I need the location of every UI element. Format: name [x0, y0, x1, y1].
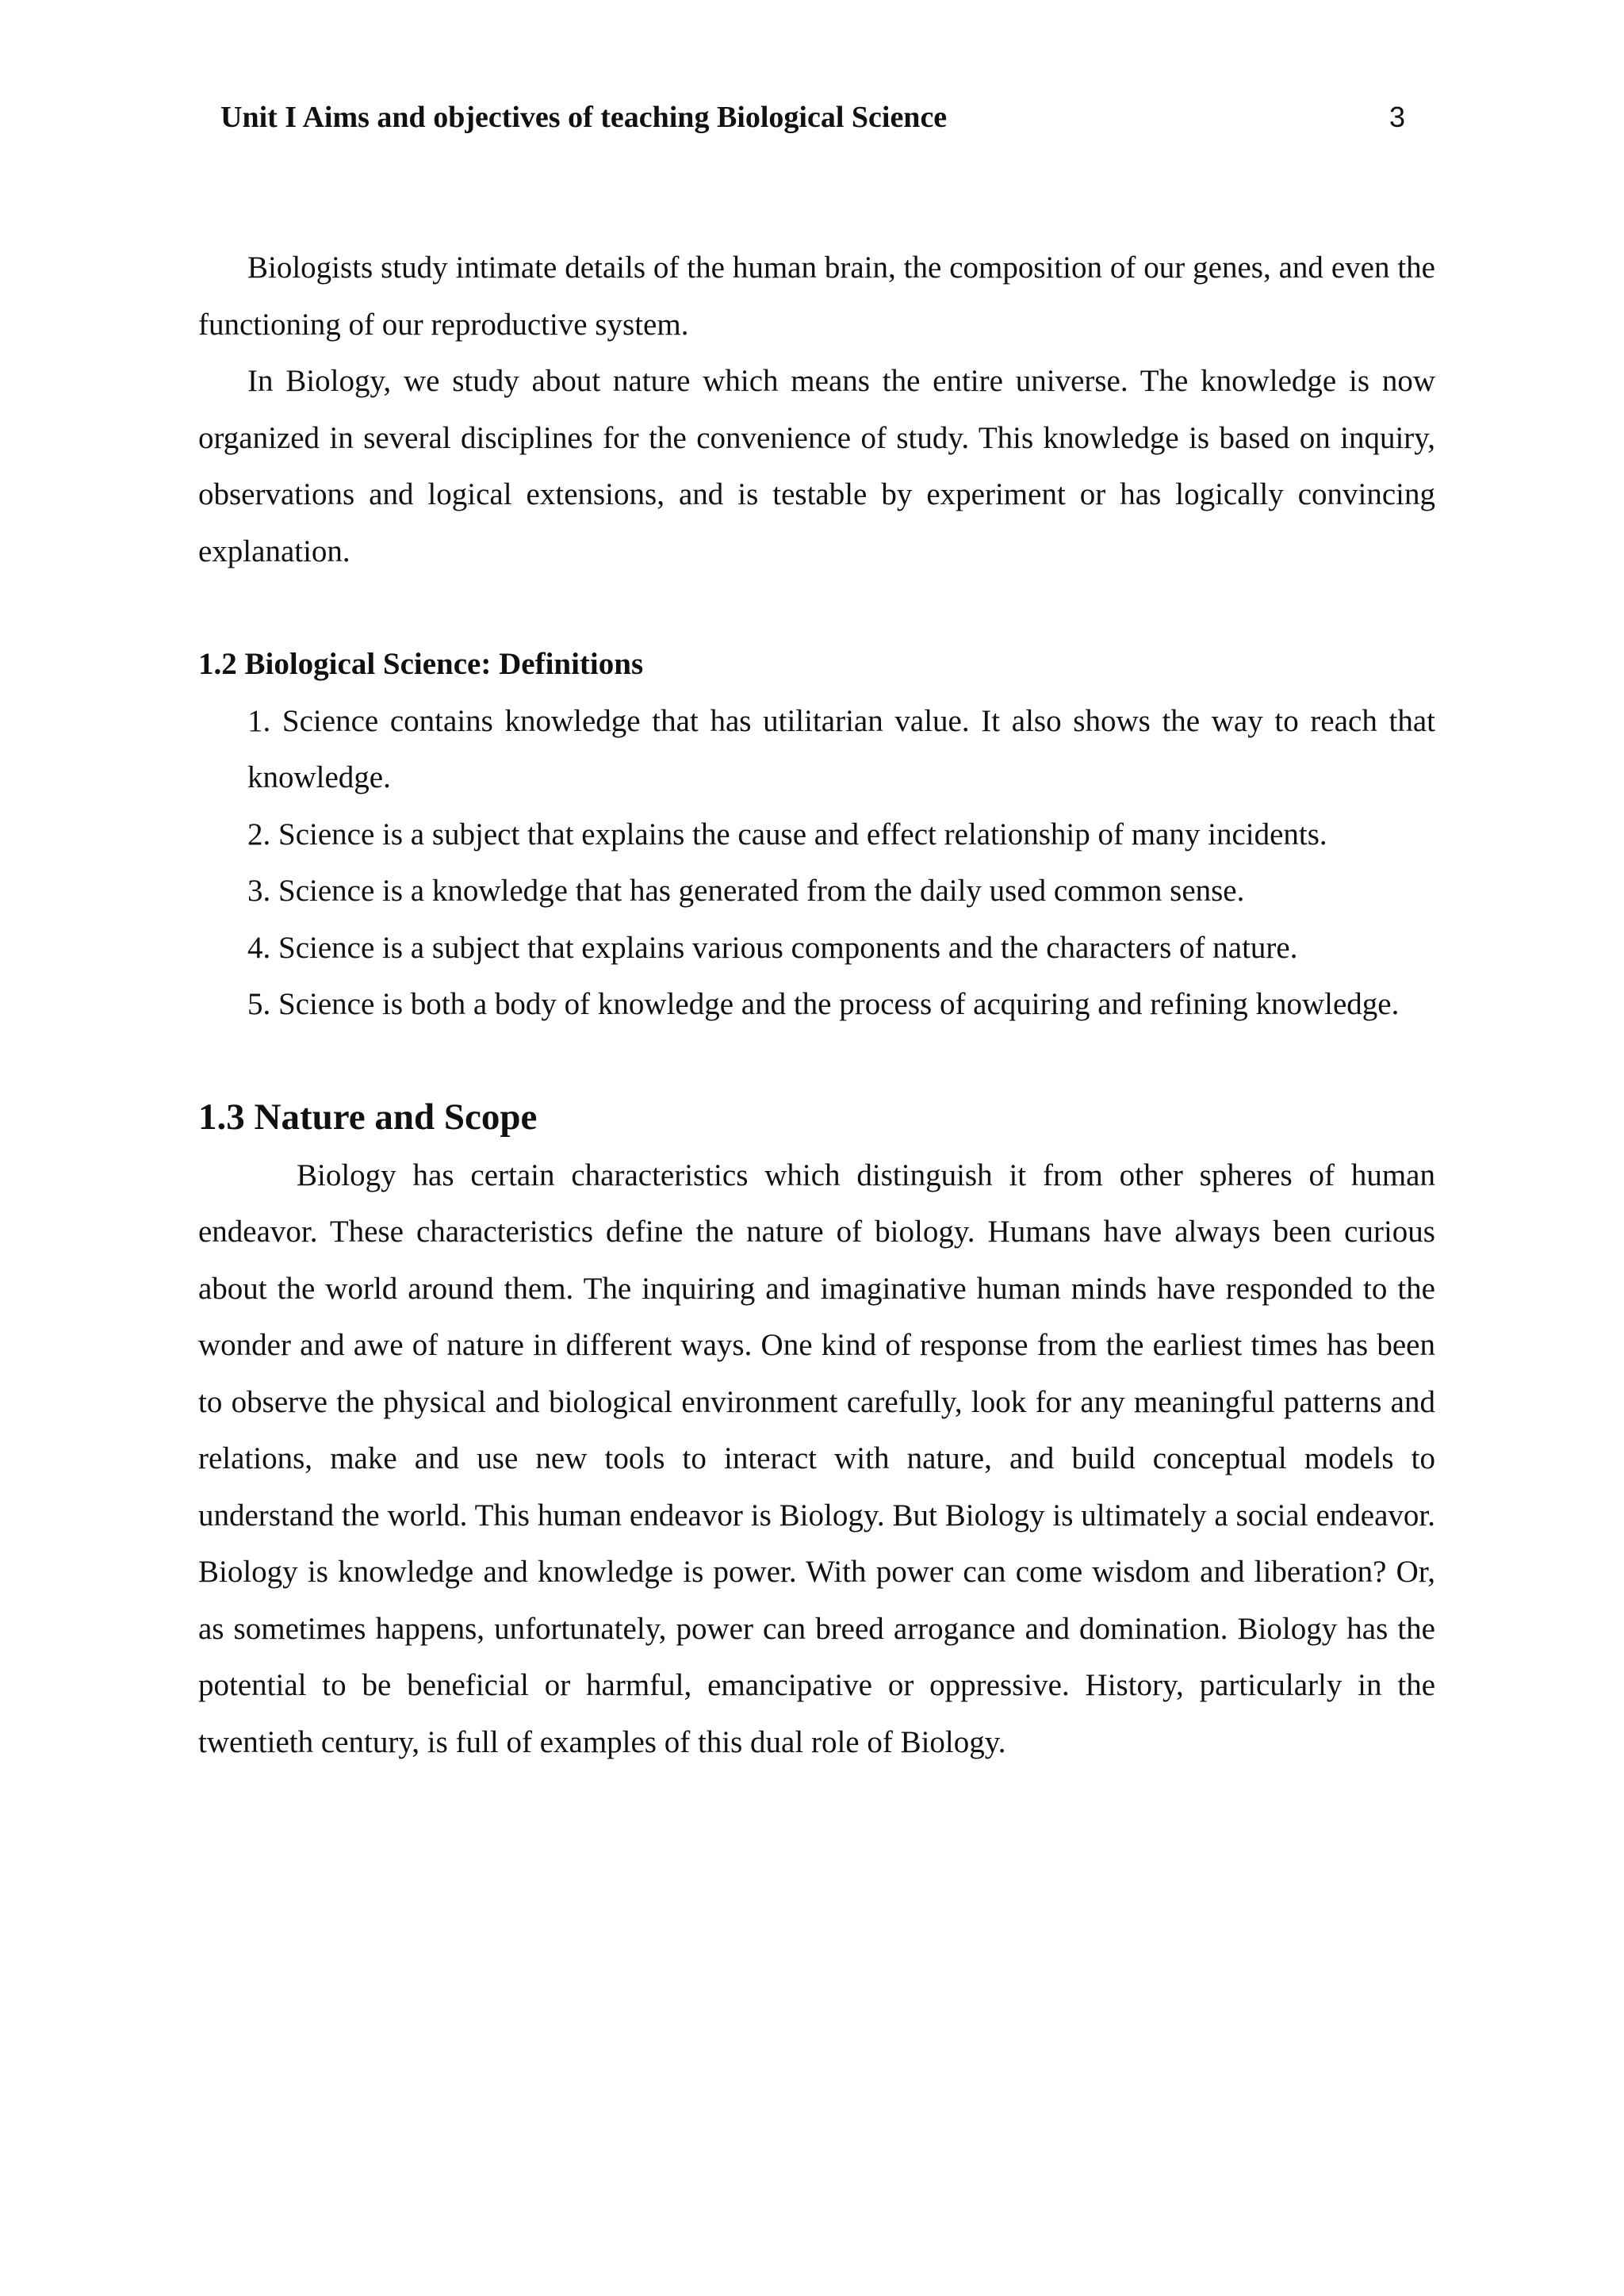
running-header-title: Unit I Aims and objectives of teaching Biological Science	[220, 101, 948, 134]
definition-item-5: 5. Science is both a body of knowledge and the process of acquiring and refining knowledge.	[247, 987, 1400, 1021]
section-heading-definitions: 1.2 Biological Science: Definitions	[198, 647, 644, 681]
section-heading-nature-and-scope: 1.3 Nature and Scope	[198, 1096, 538, 1138]
definition-item-1: 1. Science contains knowledge that has utilitarian value. It also shows the way to reach that knowledge.	[247, 703, 1435, 794]
nature-scope-paragraph: Biology has certain characteristics which distinguish it from other spheres of human endeavor. These characteristics define the nature of biology. Humans have always been curious about the world around them. The inquiring and imaginative human minds have responded to the wonder and awe of nature in different ways. One kind of response from the earliest times has been to observe the physical and biological environment carefully, look for any meaningful patterns and relations, make and use new tools to interact with nature, and build conceptual models to understand the world. This human endeavor is Biology. But Biology is ultimately a social endeavor. Biology is knowledge and knowledge is power. With power can come wisdom and liberation? Or, as sometimes happens, unfortunately, power can breed arrogance and domination. Biology has the potential to be beneficial or harmful, emancipative or oppressive. History, particularly in the twentieth century, is full of examples of this dual role of Biology.	[198, 1158, 1435, 1759]
definitions-list	[198, 693, 1435, 1033]
intro-paragraph-2: In Biology, we study about nature which means the entire universe. The knowledge is now organized in several disciplines for the convenience of study. This knowledge is based on inquiry, observations and logical extensions, and is testable by experiment or has logically convincing explanation.	[198, 364, 1435, 568]
definition-item-2: 2. Science is a subject that explains the cause and effect relationship of many incidents.	[247, 817, 1327, 851]
page-body	[198, 239, 1435, 1770]
spacer	[198, 1033, 1435, 1087]
definition-item-4: 4. Science is a subject that explains various components and the characters of nature.	[247, 930, 1298, 965]
definition-item-3: 3. Science is a knowledge that has generated from the daily used common sense.	[247, 874, 1245, 908]
spacer	[198, 580, 1435, 636]
intro-paragraph-1: Biologists study intimate details of the human brain, the composition of our genes, and even the functioning of our reproductive system.	[198, 251, 1435, 342]
page-number: 3	[1389, 101, 1406, 133]
